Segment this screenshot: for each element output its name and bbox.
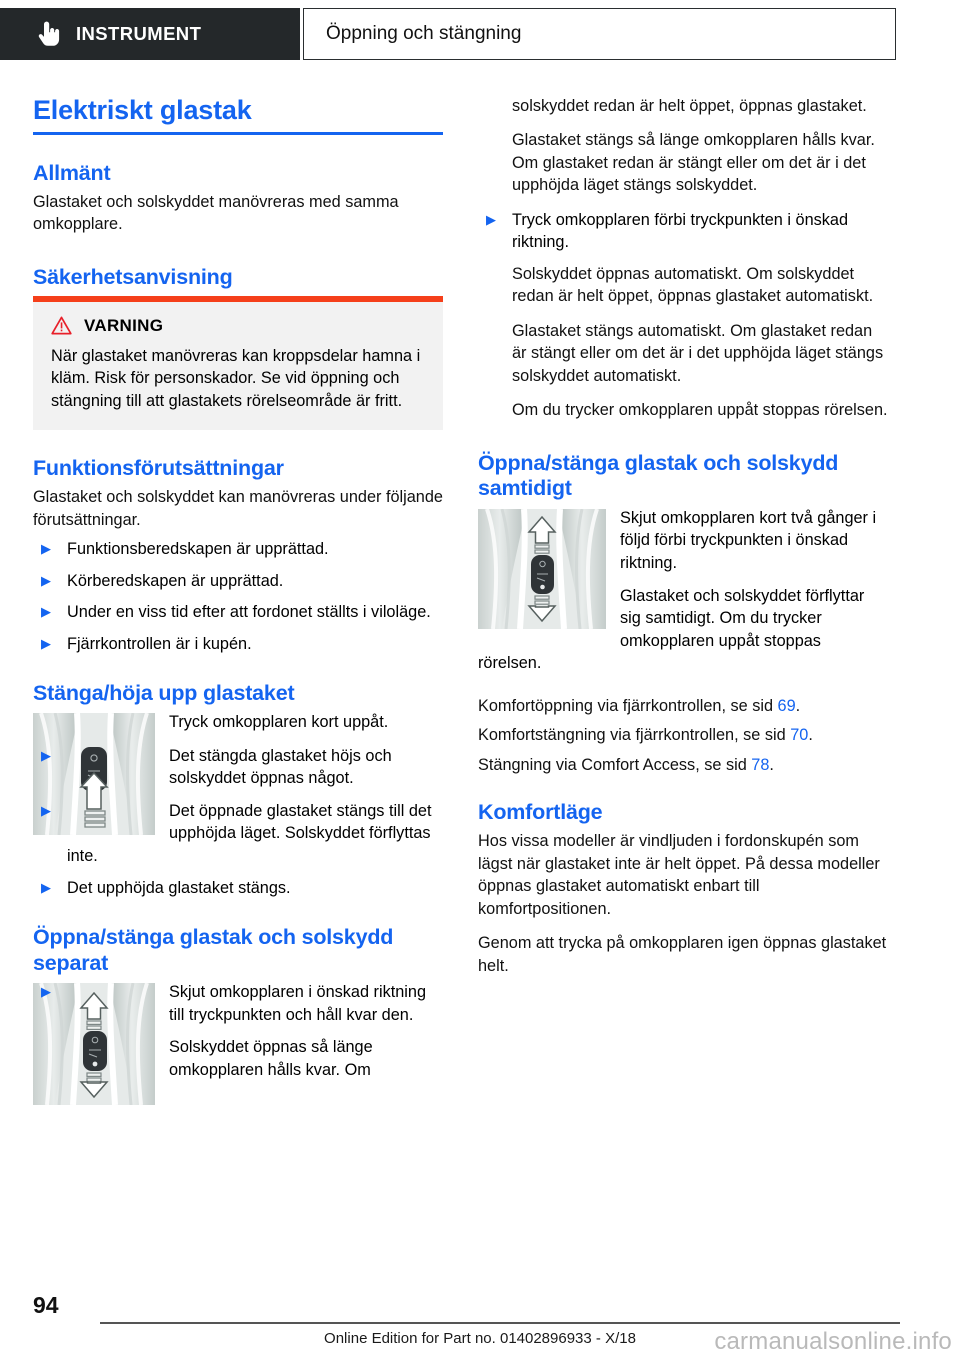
list-item-text: Det öppnade glastaket stängs till det upphöjda läget. Solskyddet förflyttas inte.	[67, 801, 432, 865]
bullet-triangle-icon: ▶	[41, 572, 51, 588]
header-title: Öppning och stängning	[326, 23, 522, 44]
stanga-hoja-figure-block	[33, 711, 443, 877]
stanga-hoja-lead: Tryck omkopplaren kort uppåt.	[169, 713, 389, 732]
list-item-text: Funktionsberedskapen är upprättad.	[67, 540, 329, 559]
list-item	[33, 981, 443, 1026]
page-ref-text-after: .	[808, 726, 813, 745]
section-heading-komfortlage: Komfortläge	[478, 800, 603, 825]
page-title: Elektriskt glastak	[33, 95, 252, 125]
komfortlage-paragraph-2: Genom att trycka på omkopplaren igen öppnas glastaket helt.	[478, 934, 887, 975]
list-item-text: Tryck omkopplaren förbi tryckpunkten i önskad riktning.	[512, 210, 849, 252]
page-ref-text-before: Komfortstängning via fjärrkontrollen, se sid	[478, 726, 791, 745]
oppna-samtidigt-paragraph-2: Glastaket och solskyddet förflyttar sig samtidigt. Om du trycker omkopplaren uppåt stoppas rörelsen.	[478, 586, 865, 673]
list-item	[33, 633, 443, 655]
after-bullet-paragraph-1: Solskyddet öppnas automatiskt. Om solskyddet redan är helt öppet, öppnas glastaket automatiskt.	[512, 264, 874, 306]
section-heading-sakerhetsanvisning: Säkerhetsanvisning	[33, 264, 233, 289]
after-bullet-paragraph-2: Glastaket stängs automatiskt. Om glastaket redan är stängt eller om det är i det upphöjda läget stängs solskyddet automatiskt.	[512, 321, 884, 385]
section-heading-allmant: Allmänt	[33, 161, 111, 185]
after-bullet-paragraph-3: Om du trycker omkopplaren uppåt stoppas rörelsen.	[512, 401, 888, 420]
bullet-triangle-icon: ▶	[41, 984, 51, 1000]
watermark: carmanualsonline.info	[714, 1328, 952, 1355]
warning-triangle-icon	[51, 316, 72, 335]
continued-paragraph-2: Glastaket stängs så länge omkopplaren hålls kvar. Om glastaket redan är stängt eller om det är i det upphöjda läget stängs solskyddet.	[512, 131, 875, 195]
page-ref-text-before: Komfortöppning via fjärrkontrollen, se sid	[478, 696, 778, 715]
list-item-text: Det upphöjda glastaket stängs.	[67, 878, 291, 897]
warning-callout	[33, 296, 443, 430]
page-number: 94	[33, 1292, 59, 1318]
bullet-triangle-icon: ▶	[41, 747, 51, 763]
right-column	[478, 95, 888, 989]
list-item	[33, 800, 443, 867]
left-column	[33, 95, 443, 1111]
header-tab-label: INSTRUMENT	[76, 23, 202, 44]
bullet-triangle-icon: ▶	[41, 879, 51, 895]
oppna-separat-paragraph: Solskyddet öppnas så länge omkopplaren hålls kvar. Om	[169, 1038, 373, 1079]
right-bullet-list	[478, 209, 888, 254]
stanga-hoja-trailing-bullet	[33, 877, 443, 899]
section-heading-oppna-stanga-separat: Öppna/stänga glastak och solskydd separat	[33, 925, 394, 975]
list-item	[33, 745, 443, 790]
list-item	[33, 877, 443, 899]
stanga-hoja-bullet-list	[33, 745, 443, 867]
section-heading-oppna-stanga-samtidigt: Öppna/stänga glastak och solskydd samtidigt	[478, 450, 839, 501]
continued-paragraph-1: solskyddet redan är helt öppet, öppnas glastaket.	[512, 97, 867, 115]
page-ref-link[interactable]: 78	[751, 755, 770, 774]
funktions-paragraph: Glastaket och solskyddet kan manövreras under följande förutsättningar.	[33, 488, 443, 529]
bullet-triangle-icon: ▶	[41, 802, 51, 818]
section-heading-funktionsforutsattningar: Funktionsförutsättningar	[33, 456, 284, 481]
komfortlage-paragraph-1: Hos vissa modeller är vindljuden i fordonskupén som lägst när glastaket inte är helt öppet. På dessa modeller öppnas glastaket automatiskt enbart till komfortpositionen.	[478, 832, 880, 918]
pointing-hand-icon	[38, 21, 60, 47]
bullet-triangle-icon: ▶	[41, 635, 51, 651]
page-ref-link[interactable]: 69	[777, 696, 796, 715]
oppna-separat-figure-block	[33, 981, 443, 1111]
page-ref-text-after: .	[795, 696, 801, 715]
warning-text: När glastaket manövreras kan kroppsdelar hamna i kläm. Risk för personskador. Se vid öppning och stängning till att glastakets rörelseområde är fritt.	[51, 346, 421, 410]
bullet-triangle-icon: ▶	[41, 604, 51, 620]
page-ref-text-before: Stängning via Comfort Access, se sid	[478, 755, 752, 774]
footer-divider	[100, 1322, 900, 1324]
page-ref-line-1	[478, 695, 888, 717]
footer-edition-text: Online Edition for Part no. 01402896933 - X/18	[324, 1330, 636, 1347]
list-item	[33, 570, 443, 592]
funktions-bullet-list	[33, 538, 443, 655]
list-item	[478, 209, 888, 254]
bullet-triangle-icon: ▶	[486, 211, 496, 227]
sunroof-switch-up-down-arrows-photo	[478, 509, 606, 629]
oppna-samtidigt-paragraph-1: Skjut omkopplaren kort två gånger i följd förbi tryckpunkten i önskad riktning.	[620, 508, 877, 572]
oppna-separat-bullet-list	[33, 981, 443, 1026]
header-title-box	[303, 8, 896, 60]
warning-title: VARNING	[84, 315, 164, 335]
list-item-text: Det stängda glastaket höjs och solskyddet öppnas något.	[169, 746, 392, 788]
section-heading-stanga-hoja-upp-glastaket: Stänga/höja upp glastaket	[33, 681, 295, 706]
page-ref-line-2	[478, 724, 888, 746]
page-ref-text-after: .	[769, 755, 774, 774]
list-item-text: Fjärrkontrollen är i kupén.	[67, 634, 252, 653]
oppna-samtidigt-figure-block	[478, 507, 888, 686]
page-ref-line-3	[478, 754, 888, 776]
title-underline	[33, 132, 443, 135]
bullet-triangle-icon: ▶	[41, 541, 51, 557]
list-item-text: Skjut omkopplaren i önskad riktning till tryckpunkten och håll kvar den.	[169, 983, 427, 1024]
page-footer	[0, 1290, 960, 1362]
allmant-paragraph: Glastaket och solskyddet manövreras med samma omkopplare.	[33, 192, 399, 234]
list-item-text: Under en viss tid efter att fordonet ställts i viloläge.	[67, 603, 431, 622]
list-item	[33, 601, 443, 623]
list-item-text: Körberedskapen är upprättad.	[67, 571, 284, 590]
header-tab-instrument[interactable]	[0, 8, 300, 60]
list-item	[33, 538, 443, 560]
page-header	[0, 8, 960, 60]
page-ref-link[interactable]: 70	[790, 726, 809, 745]
